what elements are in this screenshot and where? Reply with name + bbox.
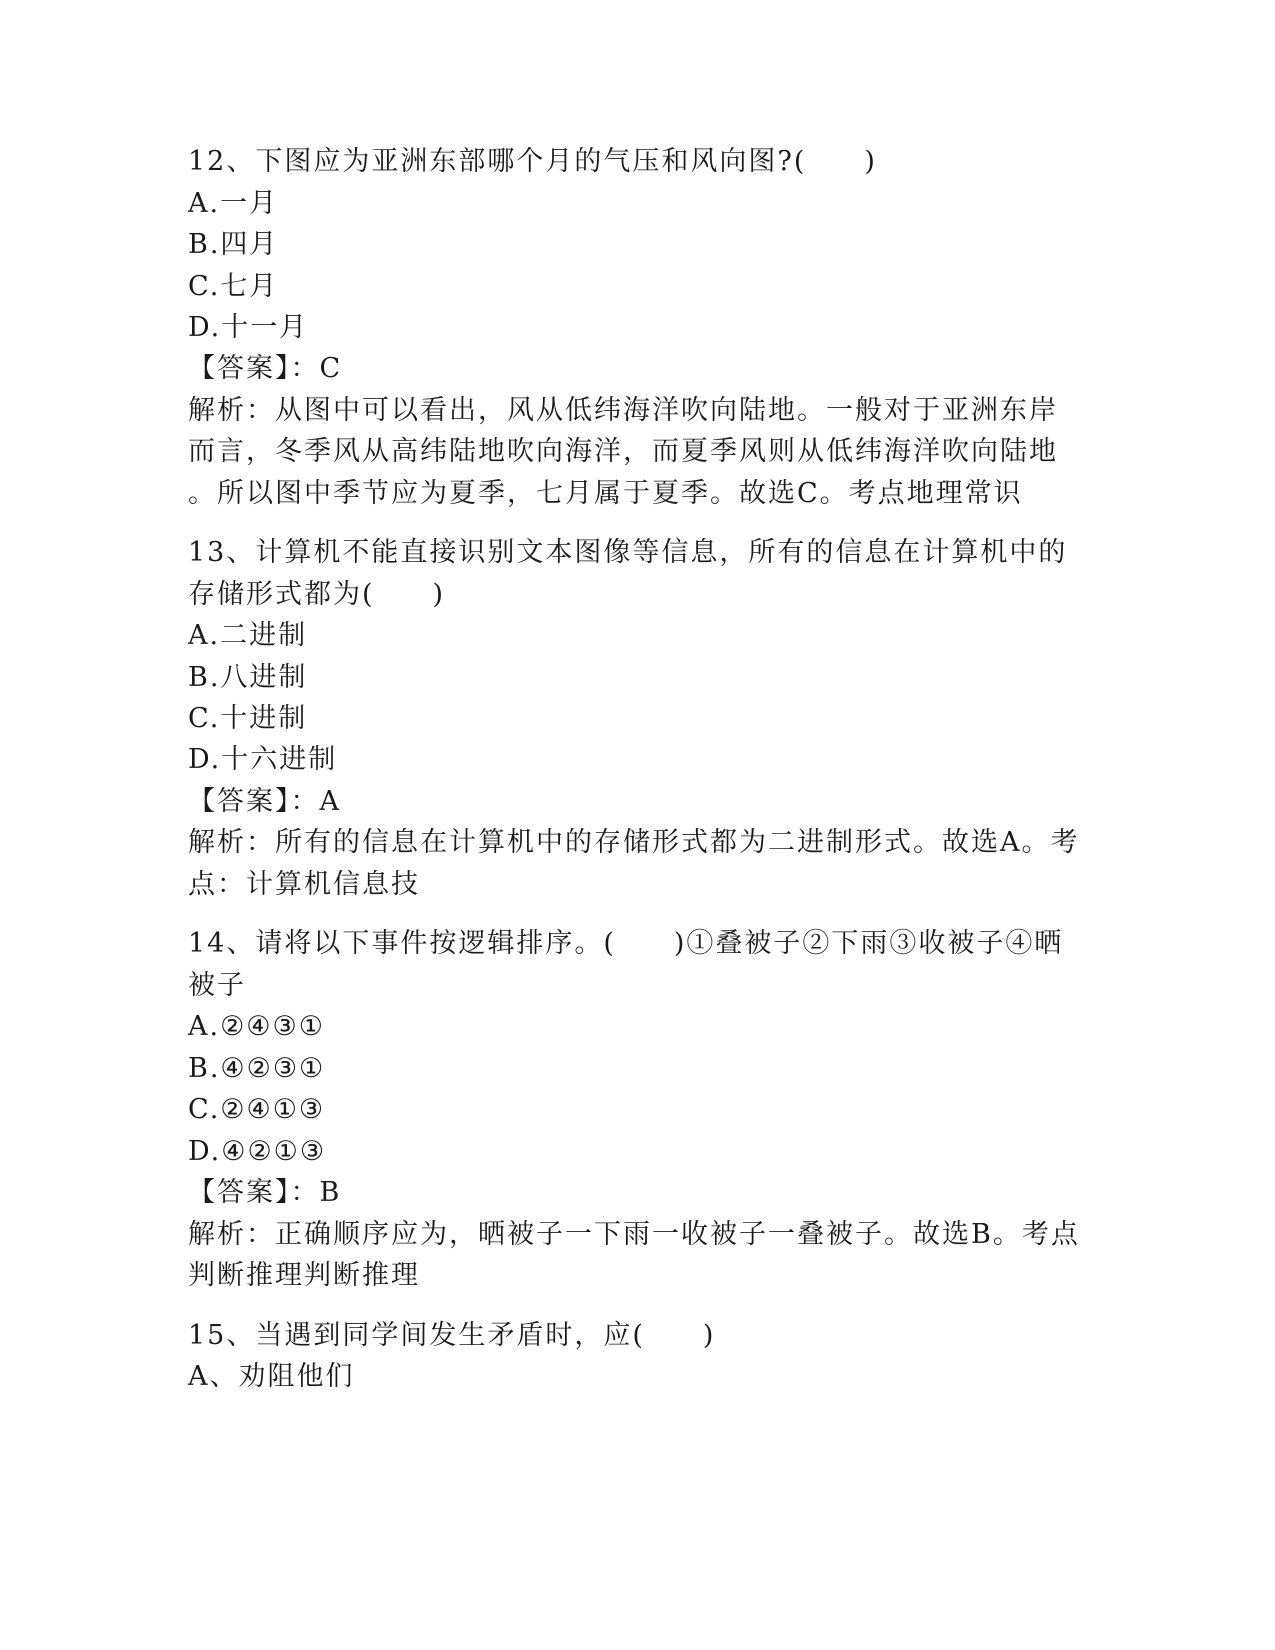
- question-13-answer: 【答案】：A: [188, 786, 341, 817]
- question-12-analysis-line: 。所以图中季节应为夏季，七月属于夏季。故选C。考点地理常识: [188, 478, 1023, 509]
- question-12-stem: 12、下图应为亚洲东部哪个月的气压和风向图?( ): [188, 146, 877, 177]
- question-12-option-c: C.七月: [188, 271, 279, 302]
- question-13-option-b: B.八进制: [188, 662, 308, 693]
- question-13-option-d: D.十六进制: [188, 744, 338, 775]
- question-14-option-a: A.②④③①: [188, 1011, 325, 1042]
- question-13-stem: 存储形式都为( ): [188, 579, 446, 610]
- question-14-option-c: C.②④①③: [188, 1094, 326, 1125]
- question-12-analysis-line: 而言，冬季风从高纬陆地吹向海洋，而夏季风则从低纬海洋吹向陆地: [188, 436, 1058, 467]
- question-15-option-a: A、劝阻他们: [188, 1361, 355, 1392]
- question-14-option-b: B.④②③①: [188, 1053, 326, 1084]
- question-14-stem: 14、请将以下事件按逻辑排序。( )①叠被子②下雨③收被子④晒: [188, 928, 1064, 959]
- question-15-stem: 15、当遇到同学间发生矛盾时，应( ): [188, 1320, 716, 1351]
- question-12-option-d: D.十一月: [188, 312, 309, 343]
- question-12-answer: 【答案】：C: [188, 353, 343, 384]
- question-13-analysis-line: 点：计算机信息技: [188, 869, 420, 900]
- question-12-option-a: A.一月: [188, 188, 279, 219]
- question-13-analysis-line: 解析：所有的信息在计算机中的存储形式都为二进制形式。故选A。考: [188, 827, 1080, 858]
- question-14-analysis-line: 判断推理判断推理: [188, 1260, 420, 1291]
- question-13-option-c: C.十进制: [188, 703, 308, 734]
- question-13-stem: 13、计算机不能直接识别文本图像等信息，所有的信息在计算机中的: [188, 537, 1068, 568]
- question-14-option-d: D.④②①③: [188, 1136, 327, 1167]
- question-12-option-b: B.四月: [188, 229, 279, 260]
- question-14-stem: 被子: [188, 970, 246, 1001]
- question-14-analysis-line: 解析：正确顺序应为，晒被子一下雨一收被子一叠被子。故选B。考点: [188, 1219, 1080, 1250]
- question-14-answer: 【答案】：B: [188, 1177, 342, 1208]
- question-13-option-a: A.二进制: [188, 620, 308, 651]
- question-12-analysis-line: 解析：从图中可以看出，风从低纬海洋吹向陆地。一般对于亚洲东岸: [188, 395, 1058, 426]
